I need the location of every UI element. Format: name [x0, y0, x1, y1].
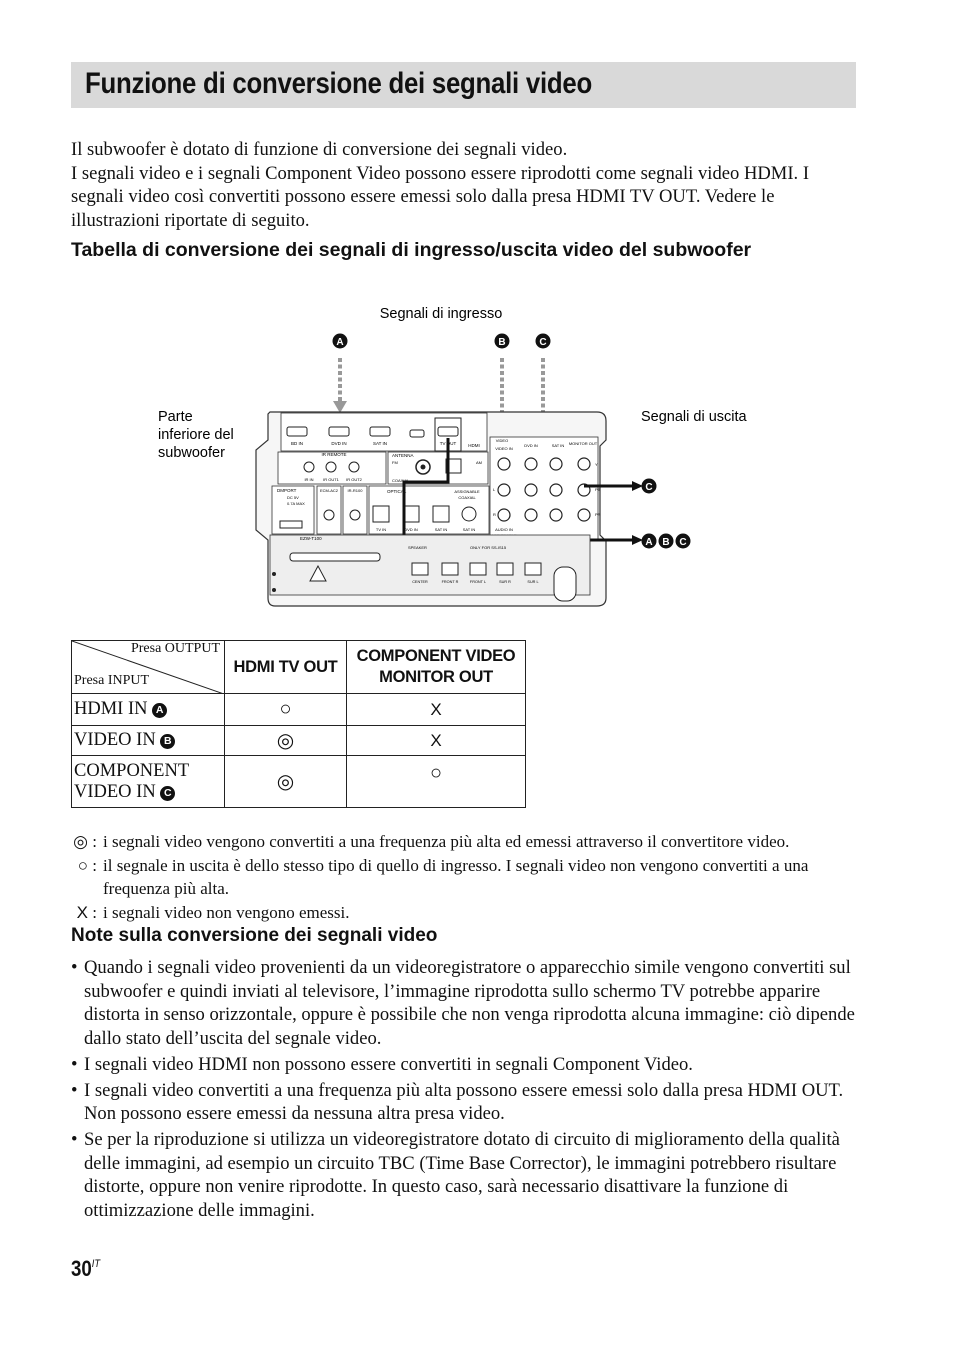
cell-video-in-hdmi-out: ◎	[225, 726, 347, 756]
audio-r-label: R	[493, 512, 496, 517]
y-label: Y	[595, 462, 598, 467]
ecm-label: ECM-AC2	[319, 488, 339, 493]
svg-text:BD IN: BD IN	[290, 441, 304, 446]
table-row	[72, 694, 526, 726]
bottom-label-1: Parte	[158, 409, 193, 425]
table-heading: Tabella di conversione dei segnali di ingresso/uscita video del subwoofer	[71, 239, 752, 261]
presa-output-label: Presa OUTPUT	[130, 641, 220, 656]
hdmi-dvd-in	[329, 427, 349, 446]
sur-l-label: SUR L	[527, 580, 539, 584]
ezw-label: EZW-T100	[300, 536, 322, 541]
marker-c: C	[160, 786, 175, 801]
fm-label: FM	[392, 460, 398, 465]
marker-a-top	[333, 334, 348, 349]
bottom-label-3: subwoofer	[158, 445, 225, 461]
front-r-label: FRONT R	[441, 580, 459, 584]
col-component-line-1: COMPONENT VIDEO	[356, 647, 516, 665]
svg-text:SAT IN: SAT IN	[372, 441, 388, 446]
audio-l-label: L	[493, 487, 496, 492]
dc-label: DC 5V	[287, 495, 299, 500]
marker-b: B	[160, 734, 175, 749]
center-label: CENTER	[412, 580, 428, 584]
cell-hdmi-in-hdmi-out: ○	[225, 694, 347, 726]
marker-c-right	[642, 479, 657, 494]
svg-text:C: C	[645, 482, 653, 493]
video-in-label: VIDEO IN	[495, 446, 513, 451]
col-component-monitor-out	[347, 641, 526, 694]
legend-item: X : i segnali video non vengono emessi.	[71, 901, 861, 925]
row-label-component-line-1: COMPONENT	[74, 760, 190, 781]
title-bar	[71, 62, 856, 108]
audio-in-label: AUDIO IN	[495, 527, 513, 532]
only-for-label: ONLY FOR SS-IS15	[470, 545, 507, 550]
corner-cell	[72, 641, 225, 694]
row-label-component-video-in	[72, 756, 225, 808]
comp-sat-in-label: SAT IN	[551, 443, 565, 448]
svg-text:B: B	[498, 337, 506, 348]
ir-remote-label: IR REMOTE	[321, 452, 347, 457]
ir-r100-label: IR-R100	[347, 488, 363, 493]
cell-component-in-component-out: ○	[347, 756, 526, 808]
ir-out2-label: IR OUT2	[346, 477, 362, 482]
video-label: VIDEO	[495, 438, 509, 443]
row-label-component-line-2: VIDEO IN	[74, 781, 156, 802]
notes-list	[71, 956, 861, 1225]
input-signals-label: Segnali di ingresso	[379, 306, 503, 322]
bottom-label-2: inferiore del	[158, 427, 234, 443]
front-l-label: FRONT L	[469, 580, 487, 584]
optical-label: OPTICAL	[387, 489, 407, 494]
assignable-coaxial-label: COAXIAL	[458, 495, 476, 500]
legend-item: ○ : il segnale in uscita è dello stesso tipo di quello di ingresso. I segnali video non vengono convertiti a una frequenza più alta.	[71, 854, 861, 901]
svg-text:A: A	[336, 337, 344, 348]
coax-sat-in-label: SAT IN	[462, 527, 476, 532]
svg-text:A: A	[645, 537, 653, 548]
row-label-hdmi-in: HDMI IN A	[72, 694, 225, 726]
monitor-out-label: MONITOR OUT	[568, 441, 598, 446]
subwoofer-rear-panel-diagram	[0, 290, 954, 620]
output-signals-label: Segnali di uscita	[641, 409, 747, 425]
table-row	[72, 726, 526, 756]
list-item: • Quando i segnali video provenienti da un videoregistratore o apparecchio simile vengono convertiti sul subwoofer e quindi inviati al televisore, l’immagine riprodotta sullo schermo TV potrebbe apparire distorta in senso orizzontale, oppure è possibile che non venga riprodotta alcuna immagine: ciò dipende dallo stato dell’uscita del segnale video.	[71, 956, 861, 1051]
opt-dvd-in-label: DVD IN	[404, 527, 418, 532]
page-number: $30^{IT}$	[71, 1256, 101, 1281]
hdmi-label: HDMI	[468, 443, 480, 448]
hdmi-sat-in	[370, 427, 390, 446]
notes-heading: Note sulla conversione dei segnali video	[71, 925, 438, 946]
svg-text:TV OUT: TV OUT	[439, 441, 457, 446]
legend-item: ◎ : i segnali video vengono convertiti a una frequenza più alta ed emessi attraverso il convertitore video.	[71, 830, 861, 854]
legend	[71, 830, 861, 924]
intro-line-1: Il subwoofer è dotato di funzione di conversione dei segnali video.	[71, 139, 568, 160]
row-label-video-in: VIDEO IN B	[72, 726, 225, 756]
conversion-table	[71, 640, 526, 808]
am-label: AM	[476, 460, 482, 465]
col-hdmi-tv-out: HDMI TV OUT	[225, 641, 347, 694]
cell-component-in-hdmi-out: ◎	[225, 756, 347, 808]
page-suffix: IT	[91, 1258, 101, 1270]
double-circle-symbol: ◎ :	[73, 832, 97, 851]
speaker-label: SPEAKER	[408, 545, 427, 550]
cell-hdmi-in-component-out: X	[347, 694, 526, 726]
svg-text:DVD IN: DVD IN	[331, 441, 347, 446]
ir-in-label: IR IN	[304, 477, 314, 482]
list-item: • Se per la riproduzione si utilizza un videoregistratore dotato di circuito di miglioramento della qualità delle immagini, ad esempio un circuito TBC (Time Base Corrector), le immagini potrebbero risultare distorte, oppure non venire riprodotte. In questo caso, sarà necessario disattivare la funzione di ottimizzazione delle immagini.	[71, 1128, 861, 1223]
assignable-label: ASSIGNABLE	[454, 489, 480, 494]
list-item: • I segnali video convertiti a una frequenza più alta possono essere emessi solo dalla presa HDMI OUT. Non possono essere emessi da nessuna altra presa video.	[71, 1079, 861, 1126]
intro-line-2: I segnali video e i segnali Component Video possono essere riprodotti come segnali video HDMI. I segnali video così convertiti possono essere emessi solo dalla presa HDMI TV OUT. Vedere le illustrazioni riportate di seguito.	[71, 162, 810, 232]
dmport-label: DMPORT	[277, 488, 297, 493]
marker-abc-right	[642, 534, 691, 549]
presa-input-label: Presa INPUT	[74, 673, 150, 688]
col-component-line-2: MONITOR OUT	[379, 668, 493, 686]
list-item: • I segnali video HDMI non possono essere convertiti in segnali Component Video.	[71, 1053, 861, 1077]
circle-symbol: ○ :	[77, 855, 97, 875]
opt-tv-in-label: TV IN	[375, 527, 387, 532]
marker-b-top	[495, 334, 510, 349]
svg-text:C: C	[539, 337, 547, 348]
svg-text:B: B	[662, 537, 670, 548]
opt-sat-in-label: SAT IN	[434, 527, 448, 532]
intro-paragraph	[71, 138, 856, 233]
page-title: Funzione di conversione dei segnali video	[85, 67, 592, 100]
comp-dvd-in-label: DVD IN	[524, 443, 538, 448]
table-row	[72, 756, 526, 808]
ir-out1-label: IR OUT1	[323, 477, 339, 482]
svg-text:C: C	[679, 537, 687, 548]
fm-coaxial-label: COAXIAL	[392, 478, 410, 483]
sur-r-label: SUR R	[499, 580, 511, 584]
x-symbol: X :	[76, 902, 97, 922]
dc-ma-label: 0.7A MAX	[287, 501, 305, 506]
pr-label: PR	[595, 512, 601, 517]
pb-label: PB	[595, 487, 601, 492]
marker-a: A	[152, 703, 167, 718]
marker-c-top	[536, 334, 551, 349]
antenna-label: ANTENNA	[392, 453, 414, 458]
cell-video-in-component-out: X	[347, 726, 526, 756]
